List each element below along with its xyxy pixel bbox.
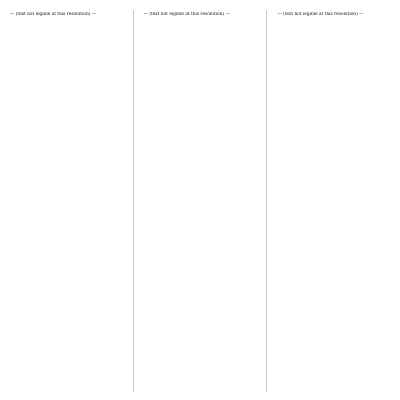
right-column — [275, 10, 392, 392]
legibility-note: — (text not legible at this resolution) — — [277, 12, 364, 17]
column-divider — [133, 10, 134, 392]
left-column — [8, 10, 125, 392]
middle-column — [142, 10, 259, 392]
legibility-note: — (text not legible at this resolution) — — [143, 12, 230, 17]
column-divider — [266, 10, 267, 392]
legibility-note: — (text not legible at this resolution) — — [10, 12, 97, 17]
three-column-layout — [8, 10, 392, 392]
